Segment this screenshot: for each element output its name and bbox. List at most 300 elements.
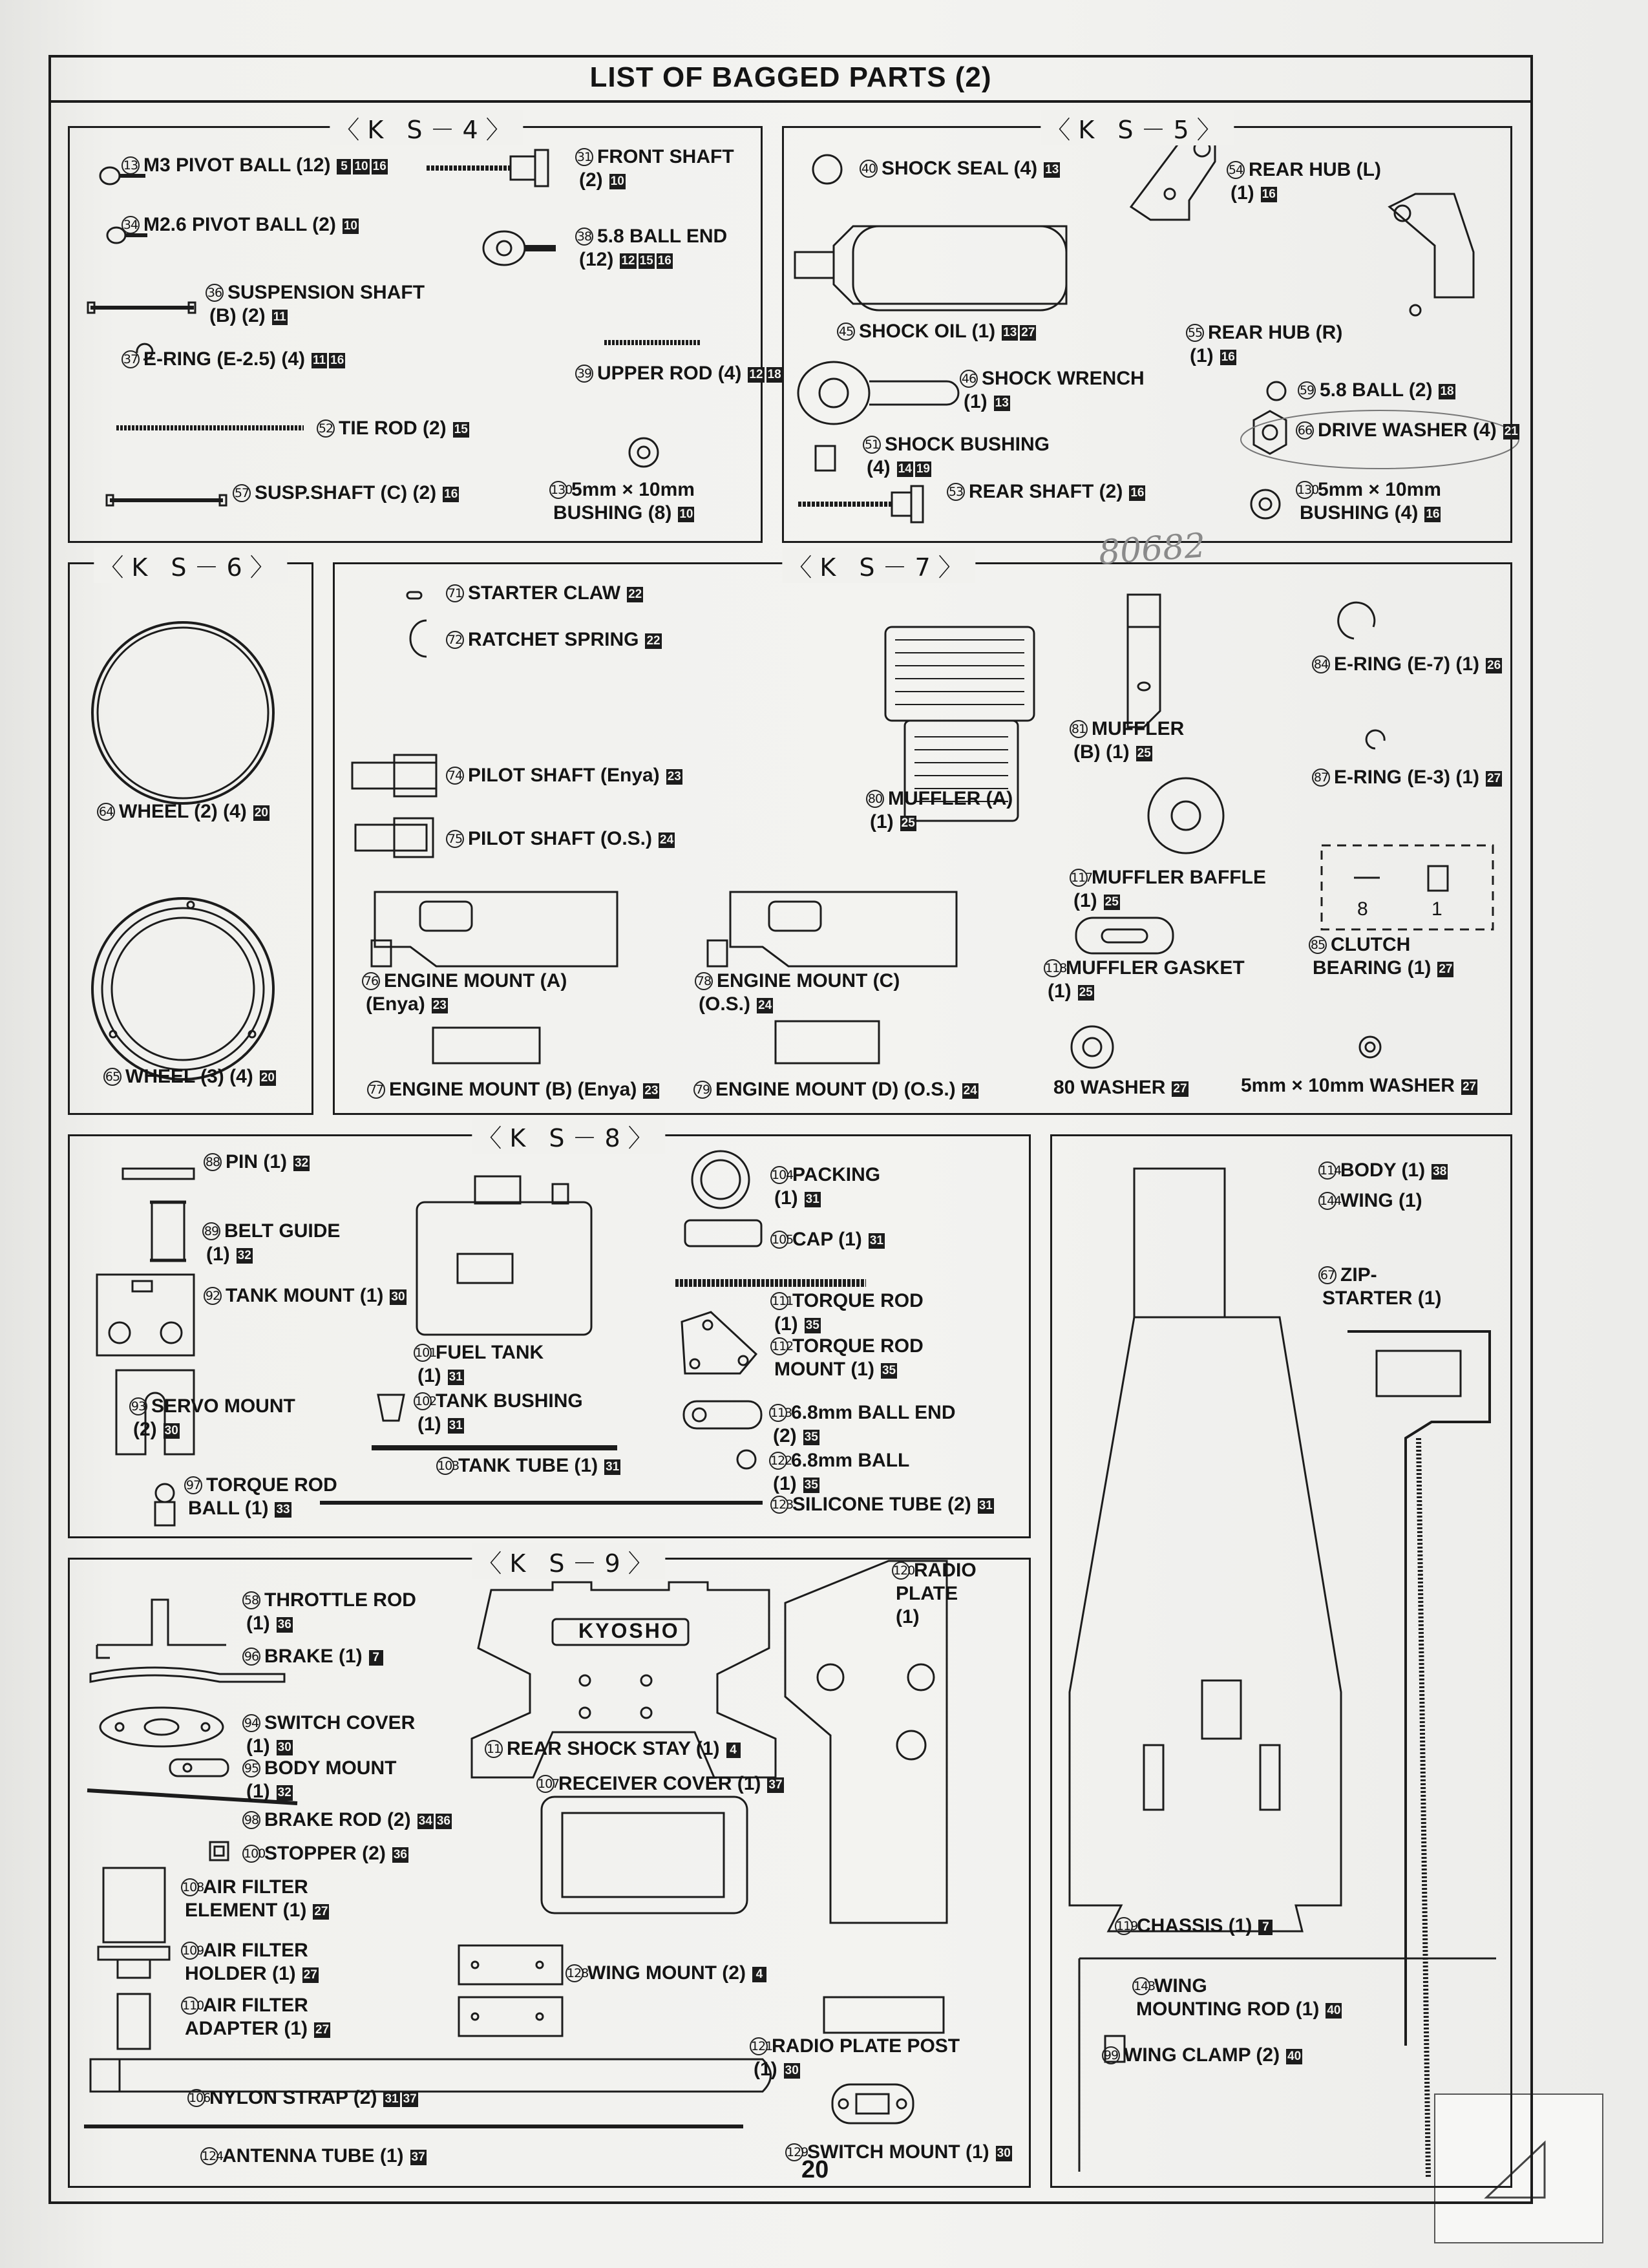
step-badge: 27 [1439,962,1453,976]
part-name: MUFFLER BAFFLE [1092,867,1266,888]
part-name: RECEIVER COVER (1) [558,1773,761,1794]
section-label-ks9: 〈K S－9〉 [472,1543,665,1579]
ks4-part-52-4 [317,417,471,440]
ks8-part-104-8 [770,1163,880,1210]
part-line [204,1285,408,1306]
part-name: ANTENNA TUBE (1) [222,2145,404,2167]
assembly-steps [869,1228,887,1251]
ks5-part-46-2 [960,367,1145,414]
part-number: 77 [367,1081,385,1099]
part-number: 59 [1298,381,1316,399]
part-name: PILOT SHAFT (O.S.) [468,828,652,849]
part-name-line2 [575,248,727,271]
assembly-steps [1044,157,1062,180]
part-number: 123 [770,1496,788,1514]
part-name: AIR FILTER [203,1995,308,2016]
part-line [242,1712,415,1733]
part-number: 108 [181,1878,199,1896]
assembly-steps [1439,379,1457,402]
assembly-steps [805,1313,823,1336]
ks4-part-39-8 [575,362,785,385]
part-name: 5mm × 10mm WASHER [1241,1075,1455,1096]
part-line [103,1066,278,1087]
assembly-steps [277,1612,295,1635]
part-number: 88 [204,1153,222,1171]
step-badge: 18 [1440,385,1454,398]
step-badge: 18 [767,368,781,381]
part-line [121,214,361,235]
part-name: WING MOUNT (2) [587,1962,746,1984]
assembly-steps [803,1425,821,1448]
part-line [129,1395,295,1417]
part-number: 99 [1102,2046,1120,2064]
part-number: 122 [769,1452,787,1470]
step-badge: 26 [1487,659,1501,672]
part-line [202,1220,340,1242]
step-badge: 22 [628,588,642,601]
assembly-steps [748,362,784,385]
part-name: MUFFLER GASKET [1066,957,1245,979]
part-detail: (2) [579,169,603,191]
ks8-part-103-7 [436,1454,622,1478]
assembly-steps [272,304,290,328]
part-detail: (1) [1231,182,1254,204]
step-badge: 27 [1487,772,1501,785]
step-badge: 25 [1137,747,1151,760]
part-line [242,1589,416,1611]
part-name: CAP (1) [792,1229,862,1250]
part-number: 65 [103,1068,121,1086]
part-line [206,282,425,303]
part-number: 84 [1312,655,1330,673]
part-name-line2 [202,1243,340,1266]
part-line [693,1079,980,1100]
bearing-mark-1: 1 [1431,898,1442,920]
part-name-line2 [769,1425,956,1448]
part-name-line2 [960,390,1145,414]
part-number: 130 [549,481,567,499]
part-name-line2 [1309,957,1455,980]
part-number: 130 [1296,481,1314,499]
part-number: 100 [242,1845,260,1863]
part-name-line2 [1132,1998,1344,2021]
assembly-steps [803,1472,821,1496]
assembly-steps [277,1780,295,1803]
assembly-steps [767,1772,785,1796]
part-number: 120 [892,1562,910,1580]
ks9-part-100-5 [242,1842,410,1865]
assembly-steps [643,1078,661,1101]
part-number: 71 [446,584,464,602]
step-badge: 24 [758,999,772,1012]
ks9-part-108-6 [181,1876,331,1922]
part-line [770,1164,880,1185]
step-badge: 13 [1003,326,1017,339]
ks9-part-110-8 [181,1994,332,2040]
part-name: SHOCK BUSHING [885,434,1050,455]
step-badge: 38 [1433,1165,1447,1178]
assembly-steps [237,1243,255,1266]
ks9-part-58-0 [242,1589,416,1635]
step-badge: 31 [449,1419,463,1432]
part-name: AIR FILTER [203,1940,308,1961]
assembly-steps [678,502,696,525]
assembly-steps [453,417,471,440]
part-name-line2 [750,2058,960,2081]
assembly-steps [757,993,775,1016]
part-number: 81 [1070,720,1088,738]
ks9-part-95-3 [242,1757,396,1803]
part-detail: (1) [774,1187,798,1209]
step-badge: 21 [1504,425,1518,438]
part-name-line2 [863,456,1050,480]
assembly-steps [978,1493,996,1516]
part-line [750,2035,960,2057]
part-line [436,1455,622,1476]
part-number: 79 [693,1081,712,1099]
part-name: WING CLAMP (2) [1124,2044,1280,2066]
part-number: 143 [1132,1977,1150,1995]
part-name-line2 [575,169,734,192]
part-line [121,348,347,370]
part-number: 129 [785,2143,803,2161]
ks9-part-128-13 [565,1962,768,1985]
ks5-part-66-8 [1296,419,1521,442]
part-line [233,482,461,503]
part-number: 112 [770,1337,788,1355]
step-badge: 30 [164,1424,178,1437]
part-line [485,1738,743,1759]
part-line [863,434,1050,455]
step-badge: 16 [1221,350,1235,364]
ks5-part-53-4 [947,480,1147,503]
part-line [575,226,727,247]
assembly-steps [1461,1074,1479,1097]
ks4-part-13-0 [121,154,390,177]
assembly-steps [627,582,645,605]
assembly-steps [448,1413,466,1436]
part-name: BODY (1) [1340,1160,1426,1181]
part-name: WHEEL (3) (4) [125,1066,253,1087]
part-name-line2 [892,1582,977,1606]
part-name-line2 [1227,182,1381,205]
step-badge: 12 [621,254,635,268]
part-number: 103 [436,1457,454,1475]
ks4-part-38-7 [575,225,727,271]
part-detail: (1) [246,1781,270,1802]
part-name-line2 [414,1413,583,1436]
part-line [181,1995,308,2016]
part-name: ENGINE MOUNT (A) [384,970,567,991]
ks7-part-87-14 [1312,766,1504,789]
step-badge: 32 [295,1156,309,1170]
part-name: WING (1) [1340,1190,1422,1211]
step-badge: 13 [1045,163,1059,176]
part-line [367,1079,661,1100]
part-detail: (1) [773,1473,797,1494]
ks9-part-106-9 [187,2086,420,2110]
ks8_right-part-119-3 [1115,1914,1274,1938]
part-name: PILOT SHAFT (Enya) [468,765,660,786]
part-name: 5mm × 10mm [571,479,695,500]
step-badge: 10 [343,219,357,233]
assembly-steps [369,1645,385,1668]
assembly-steps [275,1497,293,1520]
part-line [770,1335,924,1357]
assembly-steps [1136,741,1154,764]
step-badge: 7 [1258,1920,1273,1935]
ks7-part-81-9 [1070,717,1184,764]
part-line [204,1151,312,1172]
step-badge: 40 [1287,2050,1302,2063]
part-name: UPPER ROD (4) [597,363,742,384]
part-name: 5mm × 10mm [1318,479,1441,500]
step-badge: 37 [411,2150,425,2164]
assembly-steps [645,628,663,652]
part-name: DRIVE WASHER (4) [1318,419,1497,441]
part-name: 5.8 BALL END [597,226,728,247]
part-name-line2 [1070,889,1266,913]
ks9-part-124-10 [200,2145,428,2168]
ks5-part-59-7 [1298,379,1457,402]
part-number: 66 [1296,421,1314,440]
part-name: RADIO PLATE POST [772,2035,960,2057]
part-detail: (12) [579,249,614,270]
part-line [446,629,664,650]
part-detail: (1) [1073,890,1097,911]
part-detail: (1) [754,2059,777,2080]
part-number: 93 [129,1397,147,1415]
step-badge: 12 [749,368,763,381]
part-name: 80 WASHER [1053,1077,1166,1098]
part-number: 114 [1318,1161,1336,1180]
pencil-note: 80682 [1097,526,1207,573]
part-detail: (1) [870,811,894,832]
assembly-steps [392,1842,410,1865]
part-number: 54 [1227,161,1245,179]
part-line [181,1876,308,1898]
part-name: FRONT SHAFT [597,146,734,167]
assembly-steps [390,1284,408,1308]
step-badge: 32 [237,1249,251,1262]
assembly-steps [293,1150,312,1174]
ks8_right-part-99-5 [1102,2044,1304,2067]
assembly-steps [1326,1998,1344,2021]
step-badge: 35 [882,1364,896,1377]
section-label-ks5: 〈K S－5〉 [1041,110,1234,145]
part-number: 57 [233,484,251,502]
ks8-part-122-13 [769,1449,909,1496]
ks9-part-120-16 [892,1559,977,1629]
step-badge: 16 [372,160,386,173]
part-detail: (B) (1) [1073,741,1130,763]
part-name-line2 [414,1364,544,1388]
ks8-part-88-0 [204,1150,312,1174]
assembly-steps [962,1078,980,1101]
assembly-steps [260,1065,278,1088]
part-name: AIR FILTER [203,1876,308,1898]
part-name-line2 [1070,741,1184,764]
step-badge: 31 [978,1499,993,1512]
ks4-part-57-5 [233,482,461,505]
assembly-steps [312,348,347,371]
ks8_right-part-143-4 [1132,1975,1344,2021]
part-line [1318,1160,1450,1181]
ks8-part-92-2 [204,1284,408,1308]
part-number: 31 [575,148,593,166]
part-name: BRAKE (1) [264,1646,363,1667]
assembly-steps [383,2086,419,2110]
part-name: ENGINE MOUNT (B) (Enya) [389,1079,637,1100]
part-name: M2.6 PIVOT BALL (2) [143,214,336,235]
step-badge: 37 [403,2092,417,2106]
step-badge: 35 [804,1478,818,1492]
part-number: 109 [181,1942,199,1960]
part-number: 128 [565,1964,584,1982]
part-number: 94 [242,1714,260,1732]
part-number: 96 [242,1648,260,1666]
part-line [1070,867,1266,888]
part-line [770,1494,996,1515]
part-number: 124 [200,2147,218,2165]
part-line [242,1809,454,1830]
step-badge: 27 [315,2023,330,2037]
step-badge: 20 [254,806,268,820]
part-name: PACKING [792,1164,881,1185]
assembly-steps [302,1962,321,1986]
assembly-steps [805,1187,823,1210]
step-badge: 25 [1079,986,1093,999]
part-line [892,1560,977,1581]
part-name-line2 [181,1962,321,1986]
step-badge: 30 [997,2146,1011,2160]
part-detail: STARTER (1) [1322,1288,1442,1309]
part-name: SERVO MOUNT [151,1395,295,1417]
ks7-part-71-0 [446,582,645,605]
ks7-part-80-8 [866,787,1013,834]
step-badge: 32 [277,1786,291,1799]
part-line [770,1229,887,1250]
part-name-line3: (1) [896,1606,920,1627]
ks7-part-72-1 [446,628,664,652]
part-detail: (1) [774,1313,798,1335]
part-name-line2 [206,304,425,328]
part-name-line2 [1296,502,1442,525]
part-name-line2 [362,993,567,1016]
part-name-line2 [770,1358,924,1381]
part-detail: (2) [133,1419,157,1440]
part-number: 74 [446,767,464,785]
assembly-steps [604,1454,622,1478]
ks6-part-65-1 [103,1065,278,1088]
part-detail: (4) [867,457,891,478]
part-number: 144 [1318,1192,1336,1210]
ks9-part-107-12 [536,1772,786,1796]
section-label-ks7: 〈K S－7〉 [782,547,975,583]
assembly-steps [994,390,1012,414]
part-number: 105 [770,1231,788,1249]
assembly-steps [443,482,461,505]
part-detail: (1) [246,1613,270,1634]
part-name: ENGINE MOUNT (D) (O.S.) [715,1079,956,1100]
part-number: 113 [769,1404,787,1422]
part-number: 13 [121,156,140,175]
assembly-steps [666,764,684,787]
part-name-line2 [181,2017,332,2040]
ks4-part-130-9 [549,478,696,525]
ks4-part-37-3 [121,348,347,371]
part-number: 87 [1312,768,1330,787]
part-name: RADIO [914,1560,977,1581]
ks7-part-77-6 [367,1078,661,1101]
assembly-steps [1258,1914,1274,1938]
part-name-line2 [695,993,900,1016]
part-name-line2 [549,502,696,525]
step-badge: 27 [1173,1082,1187,1096]
assembly-steps [609,169,628,192]
part-line [242,1843,410,1864]
part-name: REAR SHAFT (2) [969,481,1123,502]
ks9-part-109-7 [181,1939,321,1986]
part-line [97,801,271,822]
part-line [414,1390,583,1412]
part-number: 55 [1186,324,1204,342]
step-badge: 13 [995,396,1009,410]
part-name: TANK TUBE (1) [458,1455,598,1476]
step-badge: 35 [805,1319,819,1332]
assembly-steps [620,248,674,271]
assembly-steps [1486,766,1504,789]
part-number: 11 [485,1740,503,1758]
section-label-ks6: 〈K S－6〉 [94,547,287,583]
part-number: 39 [575,365,593,383]
assembly-steps [726,1737,743,1761]
assembly-steps [1431,1159,1450,1182]
part-detail: BEARING (1) [1313,957,1431,979]
step-badge: 16 [330,354,344,367]
part-detail: HOLDER (1) [185,1963,296,1984]
part-name: MUFFLER (A) [888,788,1013,809]
part-name-line2 [770,1313,924,1336]
part-number: 36 [206,284,224,302]
part-line [1312,653,1504,675]
assembly-steps [1437,957,1455,980]
part-line [565,1962,768,1984]
ks7-part-84-13 [1312,653,1504,676]
assembly-steps [1129,480,1147,503]
part-line [860,158,1062,179]
title-bar [48,55,1533,103]
assembly-steps [1104,889,1122,913]
assembly-steps [337,154,389,177]
part-detail: ADAPTER (1) [185,2018,308,2039]
part-name: TANK MOUNT (1) [226,1285,384,1306]
ks9-part-121-14 [750,2035,960,2081]
part-number: 102 [414,1392,432,1410]
part-line [1318,1264,1377,1286]
section-label-ks8: 〈K S－8〉 [472,1118,665,1154]
part-line [1296,419,1521,441]
part-number: 111 [770,1292,788,1310]
part-name: SILICONE TUBE (2) [792,1494,971,1515]
step-badge: 27 [314,1905,328,1918]
ks5-part-130-9 [1296,478,1442,525]
part-detail: MOUNT (1) [774,1359,874,1380]
part-detail: MOUNTING ROD (1) [1136,1998,1320,2020]
step-badge: 14 [898,462,912,476]
ks7-part-75-3 [446,827,677,851]
part-detail: (1) [417,1414,441,1435]
